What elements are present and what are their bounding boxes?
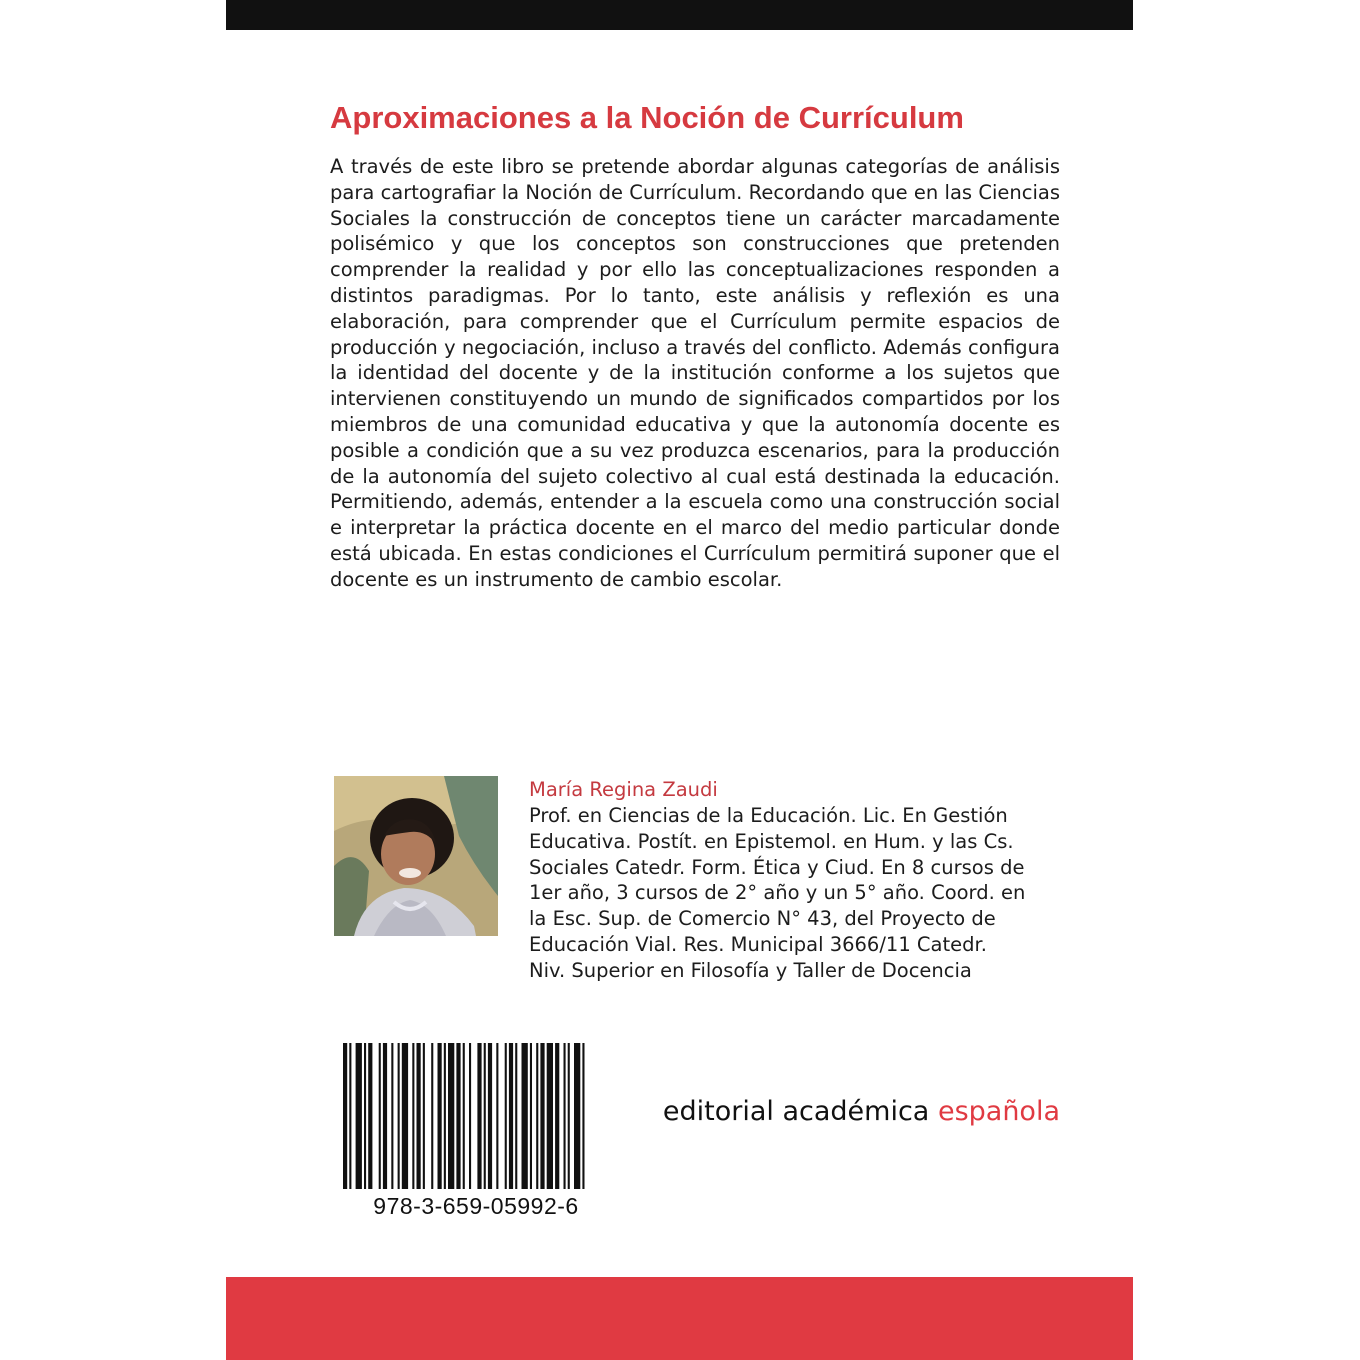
book-back-cover <box>226 0 1133 1360</box>
author-bio-line: 1er año, 3 cursos de 2° año y un 5° año. Coord. en <box>529 881 1026 905</box>
author-bio-line: Sociales Catedr. Form. Ética y Ciud. En 8 cursos de <box>529 855 1025 879</box>
author-bio-line: Educativa. Postít. en Epistemol. en Hum. y las Cs. <box>529 829 1014 853</box>
publisher-logo <box>662 1094 1060 1130</box>
author-bio <box>529 803 1049 984</box>
publisher-name-part2: española <box>937 1096 1060 1127</box>
author-name: María Regina Zaudi <box>529 778 718 801</box>
top-band <box>226 0 1133 30</box>
author-bio-line: Educación Vial. Res. Municipal 3666/11 Catedr. <box>529 932 987 956</box>
barcode <box>343 1043 609 1189</box>
publisher-name-part1: editorial académica <box>662 1096 930 1127</box>
author-bio-line: Prof. en Ciencias de la Educación. Lic. En Gestión <box>529 804 1008 827</box>
bottom-band <box>226 1277 1133 1360</box>
book-title: Aproximaciones a la Noción de Currículum <box>330 100 964 135</box>
isbn-number: 978-3-659-05992-6 <box>373 1193 579 1219</box>
book-blurb: A través de este libro se pretende abordar algunas categorías de análisis para cartografiar la Noción de Currículum. Recordando que en las Ciencias Sociales la construcción de conceptos tiene un carácter marcadamente polisémico y que los conceptos son construcciones que pretenden comprender la realidad y por ello las conceptualizaciones responden a distintos paradigmas. Por lo tanto, este análisis y reflexión es una elaboración, para comprender que el Currículum permite espacios de producción y negociación, incluso a través del conflicto. Además configura la identidad del docente y de la institución conforme a los sujetos que intervienen constituyendo un mundo de significados compartidos por los miembros de una comunidad educativa y que la autonomía docente es posible a condición que a su vez produzca escenarios, para la producción de la autonomía del sujeto colectivo al cual está destinada la educación. Permitiendo, además, entender a la escuela como una construcción social e interpretar la práctica docente en el marco del medio particular donde está ubicada. En estas condiciones el Currículum permitirá suponer que el docente es un instrumento de cambio escolar. <box>330 155 1060 591</box>
author-photo <box>334 776 498 936</box>
author-bio-line: Niv. Superior en Filosofía y Taller de Docencia <box>529 958 972 982</box>
author-bio-line: la Esc. Sup. de Comercio N° 43, del Proyecto de <box>529 907 996 931</box>
